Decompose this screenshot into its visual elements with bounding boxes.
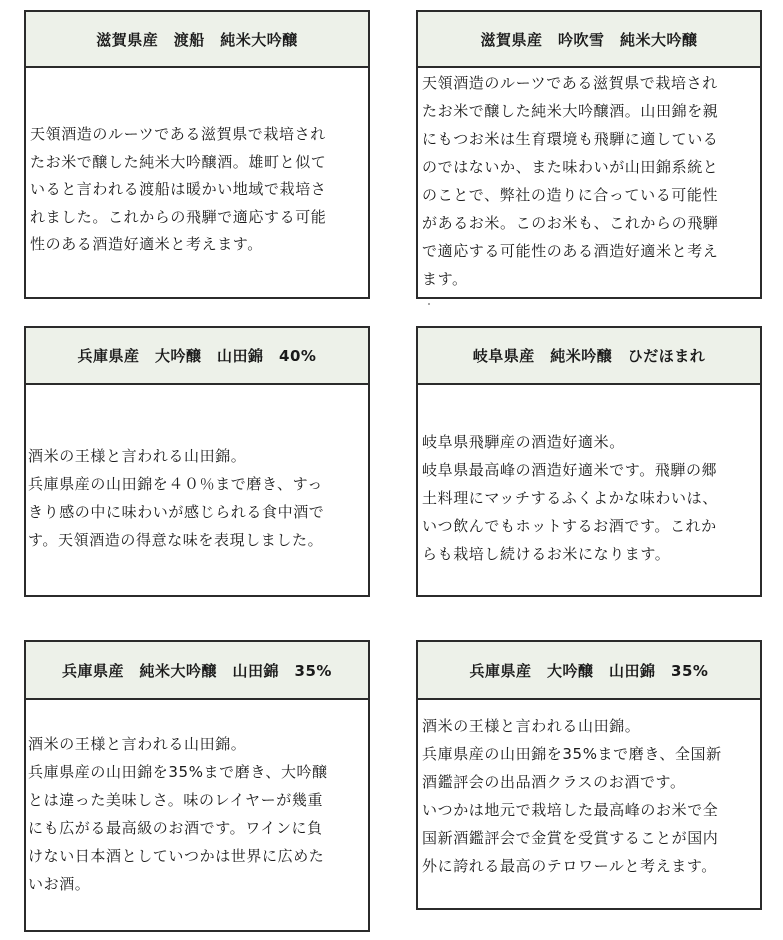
- card-description: [418, 428, 760, 568]
- card-title: 兵庫県産 大吟醸 山田錦 35%: [418, 642, 760, 700]
- stray-dot: [428, 303, 430, 305]
- description-line: いつ飲んでもホットするお酒です。これか: [422, 517, 717, 535]
- description-line: 酒米の王様と言われる山田錦。: [28, 447, 247, 465]
- sake-card-hyogo-junmai-daiginjo-35: [24, 640, 370, 932]
- sake-card-gifu-hidahomare: [416, 326, 762, 597]
- card-title: 滋賀県産 吟吹雪 純米大吟醸: [418, 12, 760, 68]
- description-line: たお米で醸した純米大吟醸酒。雄町と似て: [30, 152, 327, 171]
- sake-card-hyogo-daiginjo-35: [416, 640, 762, 910]
- description-line: けない日本酒としていつかは世界に広めた: [28, 847, 325, 865]
- description-line: 酒鑑評会の出品酒クラスのお酒です。: [422, 773, 686, 791]
- sake-card-shiga-wataribune: [24, 10, 370, 299]
- description-line: にもつお米は生育環境も飛騨に適している: [422, 130, 719, 148]
- description-line: れました。これからの飛騨で適応する可能: [30, 207, 327, 226]
- description-line: にも広がる最高級のお酒です。ワインに負: [28, 819, 323, 837]
- description-line: で適応する可能性のある酒造好適米と考え: [422, 242, 719, 260]
- description-line: いお酒。: [28, 875, 91, 893]
- description-line: す。天領酒造の得意な味を表現しました。: [28, 531, 324, 549]
- description-line: 性のある酒造好適米と考えます。: [30, 235, 263, 253]
- description-line: 天領酒造のルーツである滋賀県で栽培され: [30, 125, 326, 143]
- description-line: 国新酒鑑評会で金賞を受賞することが国内: [422, 829, 719, 847]
- description-line: 土料理にマッチするふくよかな味わいは、: [422, 489, 718, 507]
- card-title: 兵庫県産 大吟醸 山田錦 40%: [26, 328, 368, 385]
- description-line: 酒米の王様と言われる山田錦。: [422, 717, 641, 735]
- description-line: いつかは地元で栽培した最高峰のお米で全: [422, 801, 719, 819]
- description-line: 天領酒造のルーツである滋賀県で栽培され: [422, 74, 718, 92]
- card-title: 滋賀県産 渡船 純米大吟醸: [26, 12, 368, 68]
- sake-card-shiga-ginfubuki: [416, 10, 762, 299]
- card-title: 兵庫県産 純米大吟醸 山田錦 35%: [26, 642, 368, 700]
- description-line: のことで、弊社の造りに合っている可能性: [422, 186, 719, 204]
- description-line: 兵庫県産の山田錦を35%まで磨き、全国新: [422, 745, 722, 763]
- sake-card-hyogo-daiginjo-40: [24, 326, 370, 597]
- description-line: 酒米の王様と言われる山田錦。: [28, 735, 247, 753]
- card-description: [26, 121, 368, 259]
- description-line: たお米で醸した純米大吟醸酒。山田錦を親: [422, 102, 719, 120]
- description-line: 兵庫県産の山田錦を35%まで磨き、大吟醸: [28, 763, 328, 781]
- card-description: [26, 442, 368, 554]
- description-line: があるお米。このお米も、これからの飛騨: [422, 214, 719, 232]
- card-description: [418, 712, 760, 880]
- card-description: [26, 730, 368, 898]
- description-line: いると言われる渡船は暖かい地域で栽培さ: [30, 180, 327, 198]
- card-title: 岐阜県産 純米吟醸 ひだほまれ: [418, 328, 760, 385]
- description-line: 外に誇れる最高のテロワールと考えます。: [422, 857, 717, 875]
- description-line: のではないか、また味わいが山田錦系統と: [422, 158, 719, 176]
- description-line: きり感の中に味わいが感じられる食中酒で: [28, 503, 325, 521]
- description-line: ます。: [422, 270, 468, 288]
- description-line: らも栽培し続けるお米になります。: [422, 545, 671, 563]
- description-line: とは違った美味しさ。味のレイヤーが幾重: [28, 791, 324, 809]
- description-line: 岐阜県飛騨産の酒造好適米。: [422, 433, 625, 451]
- description-line: 兵庫県産の山田錦を４０％まで磨き、すっ: [28, 475, 323, 493]
- description-line: 岐阜県最高峰の酒造好適米です。飛騨の郷: [422, 461, 718, 479]
- card-description: [418, 69, 760, 293]
